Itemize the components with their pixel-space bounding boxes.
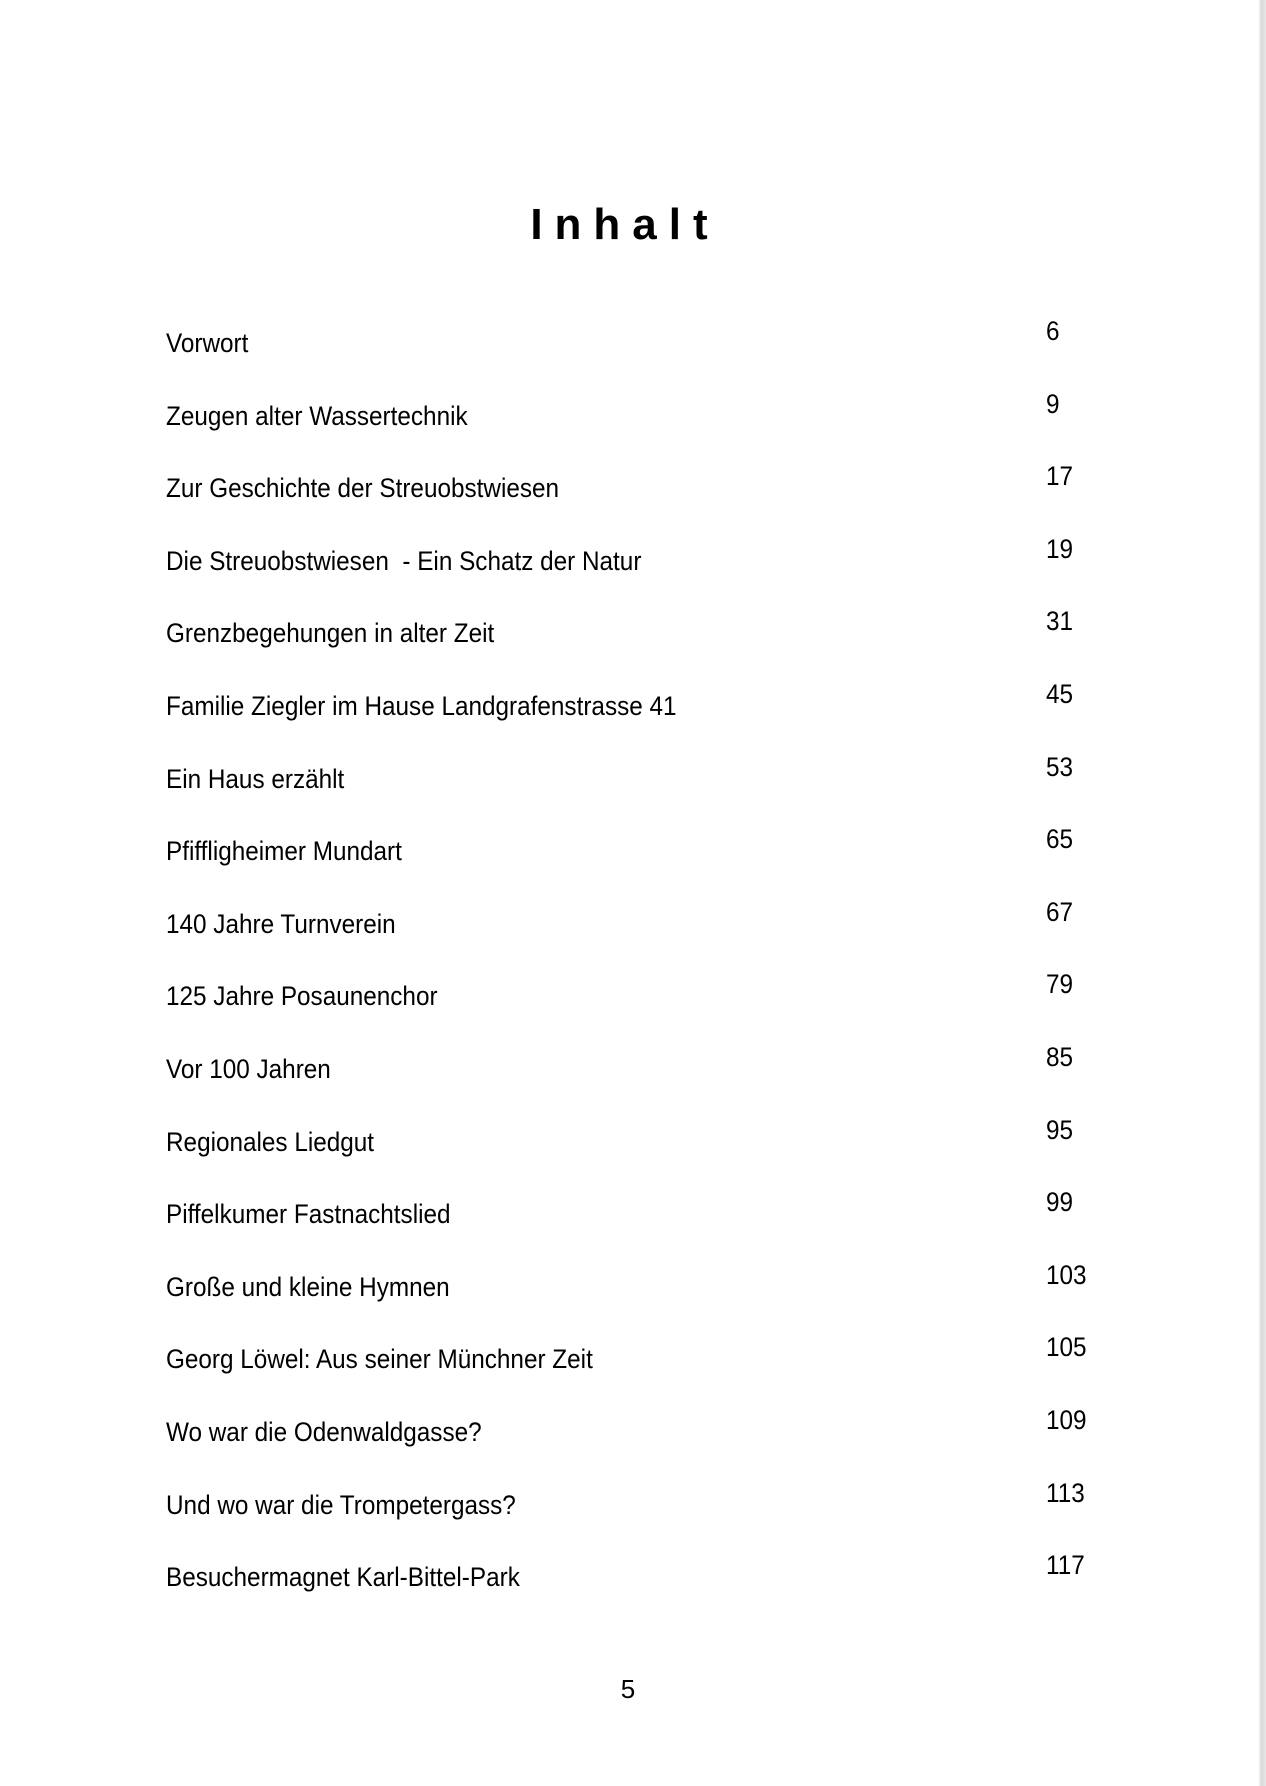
toc-entry <box>0 896 1266 979</box>
toc-entry <box>0 824 1266 906</box>
toc-entry <box>0 606 1266 688</box>
toc-entry-title: Piffelkumer Fastnachtslied <box>166 1199 451 1230</box>
page-edge-shadow <box>1258 0 1266 1786</box>
toc-entry <box>0 679 1266 761</box>
page-title: Inhalt <box>530 200 720 250</box>
toc-entry-page: 6 <box>1046 316 1060 346</box>
toc-entry-title: Zur Geschichte der Streuobstwiesen <box>166 473 560 504</box>
toc-entry-page: 79 <box>1046 969 1074 1000</box>
toc-entry <box>0 1042 1266 1124</box>
toc-entry-title: Pfiffligheimer Mundart <box>166 836 402 867</box>
toc-entry-title: Regionales Liedgut <box>166 1126 375 1157</box>
toc-entry-page: 53 <box>1046 751 1074 782</box>
toc-entry-page: 19 <box>1046 533 1074 564</box>
toc-entry-page: 105 <box>1046 1332 1087 1363</box>
toc-entry-page: 99 <box>1046 1187 1074 1218</box>
toc-entry-title: Die Streuobstwiesen - Ein Schatz der Natur <box>166 545 642 576</box>
toc-entry-title: Besuchermagnet Karl-Bittel-Park <box>166 1562 520 1593</box>
toc-entry-page: 117 <box>1046 1550 1085 1581</box>
toc-entry-page: 17 <box>1046 461 1074 492</box>
toc-entry-title: Vor 100 Jahren <box>166 1054 331 1084</box>
toc-entry-page: 113 <box>1046 1477 1085 1508</box>
toc-entry-title: Ein Haus erzählt <box>166 763 345 794</box>
toc-entry-page: 9 <box>1046 388 1060 419</box>
toc-entry-title: Vorwort <box>166 328 249 358</box>
toc-entry-title: Grenzbegehungen in alter Zeit <box>166 618 495 649</box>
toc-entry <box>0 533 1266 616</box>
toc-entry-title: Familie Ziegler im Hause Landgrafenstrasse 41 <box>166 691 677 721</box>
toc-entry <box>0 1114 1266 1197</box>
toc-entry <box>0 751 1266 834</box>
toc-entry-page: 65 <box>1046 824 1074 855</box>
toc-entry-page: 67 <box>1046 896 1074 927</box>
toc-entry-page: 31 <box>1046 606 1074 637</box>
toc-entry-title: 125 Jahre Posaunenchor <box>166 981 438 1012</box>
toc-entry-title: Und wo war die Trompetergass? <box>166 1489 516 1520</box>
page-number: 5 <box>620 1674 636 1704</box>
toc-entry-title: Große und kleine Hymnen <box>166 1271 450 1302</box>
toc-entry-title: Wo war die Odenwaldgasse? <box>166 1417 482 1447</box>
toc-entry-title: Georg Löwel: Aus seiner Münchner Zeit <box>166 1344 593 1375</box>
toc-entry-title: 140 Jahre Turnverein <box>166 908 396 939</box>
toc-entry-page: 95 <box>1046 1114 1074 1145</box>
toc-entry <box>0 461 1266 543</box>
toc-entry-page: 109 <box>1046 1405 1087 1435</box>
toc-entry <box>0 316 1266 398</box>
toc-entry-page: 85 <box>1046 1042 1074 1072</box>
toc-entry <box>0 969 1266 1051</box>
toc-entry-page: 45 <box>1046 679 1074 709</box>
toc-entry-title: Zeugen alter Wassertechnik <box>166 400 468 431</box>
toc-entry-page: 103 <box>1046 1259 1087 1290</box>
toc-entry <box>0 388 1266 471</box>
toc-entry <box>0 1550 1266 1632</box>
